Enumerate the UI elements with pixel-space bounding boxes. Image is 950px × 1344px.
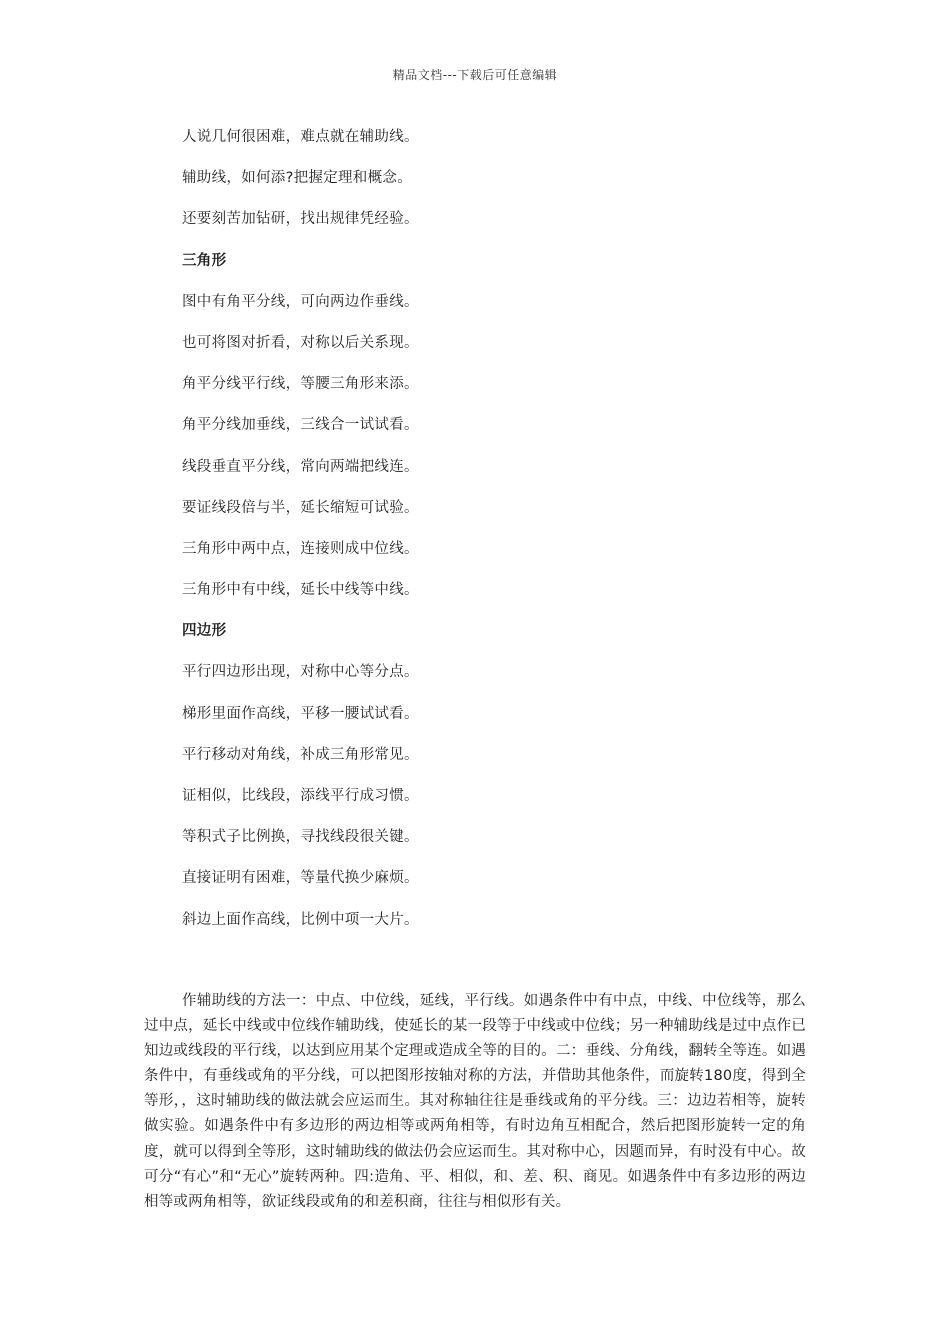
verse-line: 等积式子比例换，寻找线段很关键。 <box>182 829 419 846</box>
verse-line: 斜边上面作高线，比例中项一大片。 <box>182 911 419 928</box>
verse-line: 梯形里面作高线，平移一腰试试看。 <box>182 705 419 722</box>
method-paragraph: 作辅助线的方法一：中点、中位线，延线，平行线。如遇条件中有中点，中线、中位线等，那么过中点，延长中线或中位线作辅助线，使延长的某一段等于中线或中位线；另一种辅助线是过中点作已知边或线段的平行线，以达到应用某个定理或造成全等的目的。二：垂线、分角线，翻转全等连。如遇条件中，有垂线或角的平分线，可以把图形按轴对称的方法，并借助其他条件，而旋转180度，得到全等形，，这时辅助线的做法就会应运而生。其对称轴往往是垂线或角的平分线。三：边边若相等，旋转做实验。如遇条件中有多边形的两边相等或两角相等，有时边角互相配合，然后把图形旋转一定的角度，就可以得到全等形，这时辅助线的做法仍会应运而生。其对称中心，因题而异，有时没有中心。故可分“有心”和“无心”旋转两种。四:造角、平、相似，和、差、积、商见。如遇条件中有多边形的两边相等或两角相等，欲证线段或角的和差积商，往往与相似形有关。 <box>144 993 806 1210</box>
verse-line: 要证线段倍与半，延长缩短可试验。 <box>182 499 419 516</box>
verse-line: 平行四边形出现，对称中心等分点。 <box>182 664 419 681</box>
verse-line: 线段垂直平分线，常向两端把线连。 <box>182 458 419 475</box>
section-heading-triangle: 三角形 <box>182 252 227 269</box>
verse-line: 图中有角平分线，可向两边作垂线。 <box>182 293 419 310</box>
verse-line: 也可将图对折看，对称以后关系现。 <box>182 334 419 351</box>
verse-line: 还要刻苦加钻研，找出规律凭经验。 <box>182 211 419 228</box>
verse-line: 三角形中有中线，延长中线等中线。 <box>182 582 419 599</box>
verse-list <box>182 126 419 950</box>
verse-line: 人说几何很困难，难点就在辅助线。 <box>182 129 419 145</box>
verse-line: 辅助线，如何添?把握定理和概念。 <box>182 170 412 187</box>
page-header: 精品文档---下载后可任意编辑 <box>392 68 558 82</box>
section-heading-quadrilateral: 四边形 <box>182 623 227 640</box>
verse-line: 平行移动对角线，补成三角形常见。 <box>182 746 419 763</box>
verse-line: 角平分线平行线，等腰三角形来添。 <box>182 376 419 393</box>
verse-line: 直接证明有困难，等量代换少麻烦。 <box>182 870 419 887</box>
verse-line: 证相似，比线段，添线平行成习惯。 <box>182 788 419 804</box>
verse-line: 角平分线加垂线，三线合一试试看。 <box>182 417 419 434</box>
verse-line: 三角形中两中点，连接则成中位线。 <box>182 540 419 557</box>
